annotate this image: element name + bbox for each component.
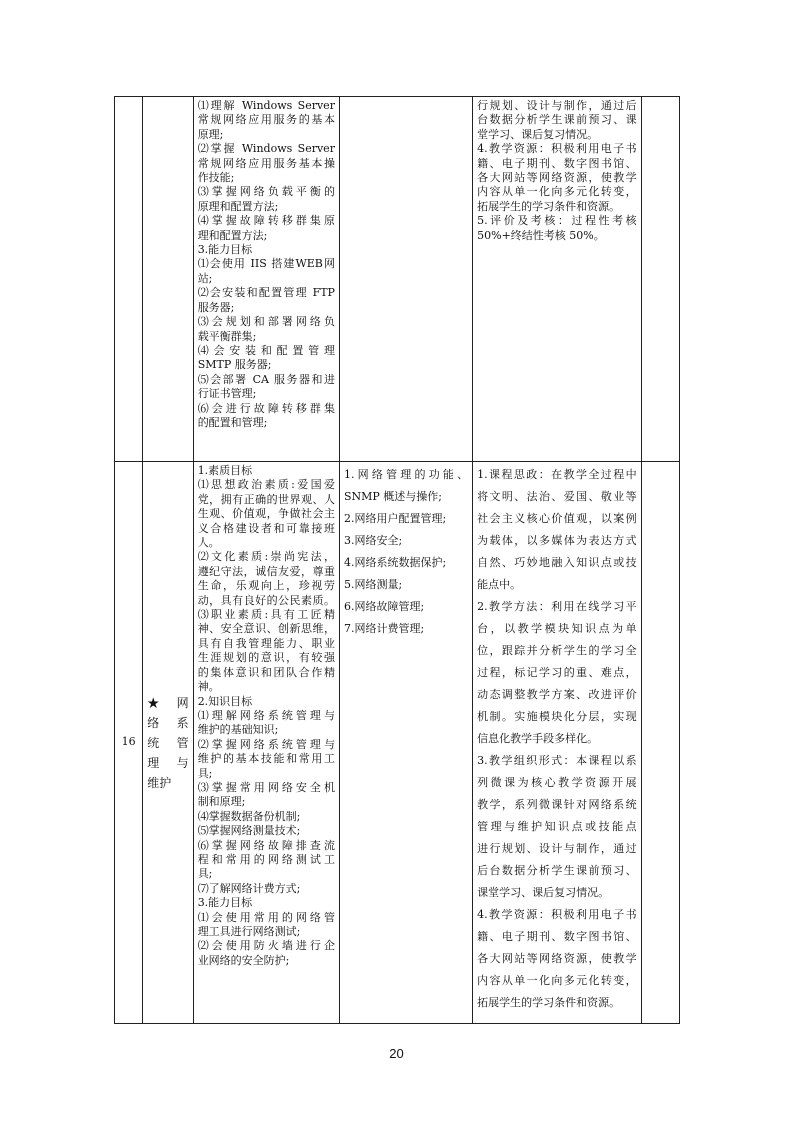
text-line: 5.评价及考核：过程性考核	[477, 214, 637, 228]
text-line: ⑴会使用 IIS 搭建WEB网	[197, 257, 335, 271]
text-line: 行证书管理;	[197, 387, 257, 401]
text-line: 台数据分析学生课前预习、课	[477, 113, 637, 127]
remarks-cell	[641, 462, 679, 1024]
methods-text	[473, 97, 640, 245]
text-line: 业网络的安全防护;	[197, 953, 290, 967]
text-line: 的配置和管理;	[197, 415, 268, 429]
text-line: ⑷掌握故障转移群集原	[197, 214, 335, 228]
text-line: 3.网络安全;	[343, 534, 403, 547]
text-line: ⑵掌握网络系统管理与	[197, 737, 335, 751]
text-line: 党，拥有正确的世界观、人	[197, 492, 335, 506]
text-line: 具;	[197, 766, 213, 780]
text-line: ⑵掌握 Windows Server	[197, 142, 335, 156]
text-line: ⑴思想政治素质:爱国爱	[197, 478, 335, 492]
text-line: ⑴会使用常用的网络管	[197, 910, 335, 924]
text-line: 制和原理;	[197, 795, 246, 809]
text-line: 拓展学生的学习条件和资源。	[477, 199, 621, 213]
text-line: 1.素质目标	[197, 464, 253, 477]
text-line: 维护	[147, 775, 172, 790]
objectives-text	[194, 462, 339, 970]
text-line: 生观、价值观，争做社会主	[197, 507, 335, 521]
text-line: 常规网络应用服务基本操	[197, 156, 335, 170]
content-cell	[339, 462, 472, 1024]
course-name-cell	[143, 97, 193, 462]
content-cell	[339, 97, 472, 462]
text-line: 内容从单一化向多元化转变，	[477, 185, 637, 199]
course-name-cell	[143, 462, 193, 1024]
remarks-cell	[641, 97, 679, 462]
text-line: 维护的基础知识;	[197, 723, 279, 737]
text-line: ⑴理解 Windows Server	[197, 99, 335, 112]
course-name	[143, 693, 192, 793]
text-line: 将文明、法治、爱国、敬业等	[477, 490, 637, 503]
content-text	[340, 462, 472, 642]
text-line: 3.能力目标	[197, 243, 253, 257]
content-text	[340, 97, 472, 101]
row-number: 16	[121, 735, 136, 749]
row-number-cell	[115, 462, 143, 1024]
text-line: 7.网络计费管理;	[343, 622, 425, 635]
text-line: 原理;	[197, 127, 224, 141]
text-line: 原理和配置方法;	[197, 199, 279, 213]
text-line: 作技能;	[197, 171, 235, 185]
row-number-cell	[115, 97, 143, 462]
text-line: ⑵会安装和配置管理 FTP	[197, 286, 335, 300]
text-line: 动，具有良好的公民素质。	[197, 593, 335, 607]
text-line: ⑴理解网络系统管理与	[197, 708, 335, 722]
text-line: 籍、电子期刊、数字图书馆、	[477, 156, 637, 170]
text-line: 社会主义核心价值观，以案例	[477, 512, 637, 525]
text-line: ⑶职业素质:具有工匠精	[197, 608, 335, 622]
text-line: 神。	[197, 680, 220, 694]
objectives-cell	[193, 462, 339, 1024]
methods-cell	[473, 97, 641, 462]
text-line: 内容从单一化向多元化转变，	[477, 974, 637, 987]
text-line: ⑷掌握数据备份机制;	[197, 809, 301, 823]
text-line: 1.课程思政：在教学全过程中	[477, 468, 637, 481]
text-line: 理工具进行网络测试;	[197, 925, 301, 938]
text-line: 站;	[197, 271, 213, 285]
text-line: 台，以教学模块知识点为单	[477, 622, 637, 635]
page-number: 20	[389, 1046, 404, 1061]
text-line: 为载体，以多媒体为表达方式	[477, 534, 637, 547]
text-line: 3.教学组织形式：本课程以系	[477, 754, 637, 767]
text-line: 后台数据分析学生课前预习、	[477, 864, 637, 877]
text-line: 1.网络管理的功能、	[343, 468, 469, 481]
text-line: 5.网络测量;	[343, 578, 403, 591]
text-line: 自然、巧妙地融入知识点或技	[477, 556, 637, 569]
text-line: 2.知识目标	[197, 694, 253, 708]
text-line: 籍、电子期刊、数字图书馆、	[477, 930, 637, 943]
text-line: ⑵文化素质:崇尚宪法，	[197, 550, 335, 564]
text-line: ⑸会部署 CA 服务器和进	[197, 372, 335, 386]
text-line: 义合格建设者和可靠接班	[197, 521, 335, 535]
text-line: 统 管	[147, 735, 189, 750]
table-row	[115, 462, 680, 1024]
text-line: ⑶掌握网络负载平衡的	[197, 185, 335, 199]
text-line: 络 系	[147, 715, 189, 730]
course-table	[114, 96, 680, 1024]
text-line: 4.教学资源：积极利用电子书	[477, 142, 637, 156]
text-line: 3.能力目标	[197, 896, 253, 910]
text-line: ⑶会规划和部署网络负	[197, 315, 335, 329]
text-line: 信息化教学手段多样化。	[477, 732, 599, 745]
text-line: SNMP 概述与操作;	[343, 490, 442, 503]
text-line: 的集体意识和团队合作精	[197, 665, 335, 679]
text-line: 堂学习、课后复习情况。	[477, 127, 599, 141]
text-line: 6.网络故障管理;	[343, 600, 425, 613]
text-line: 4.网络系统数据保护;	[343, 556, 447, 569]
text-line: ⑸掌握网络测量技术;	[197, 824, 301, 838]
text-line: ★ 网	[147, 695, 189, 710]
text-line: 教学，系列微课针对网络系统	[477, 798, 637, 811]
text-line: 理和配置方法;	[197, 228, 268, 242]
text-line: 2.教学方法：利用在线学习平	[477, 600, 637, 613]
objectives-text	[194, 97, 339, 432]
methods-text	[473, 462, 640, 1016]
text-line: 动态调整教学方案、改进评价	[477, 688, 637, 701]
text-line: ⑶掌握常用网络安全机	[197, 780, 335, 794]
text-line: 具有自我管理能力、职业	[197, 636, 335, 650]
text-line: 常规网络应用服务的基本	[197, 113, 335, 127]
text-line: 50%+终结性考核 50%。	[477, 228, 605, 242]
text-line: ⑹会进行故障转移群集	[197, 401, 335, 415]
text-line: SMTP 服务器;	[197, 358, 272, 372]
text-line: 能点中。	[477, 578, 522, 591]
text-line: 服务器;	[197, 300, 235, 314]
text-line: 过程，标记学习的重、难点，	[477, 666, 637, 679]
text-line: ⑹掌握网络故障排查流	[197, 838, 335, 852]
text-line: 进行规划、设计与制作，通过	[477, 842, 637, 855]
text-line: ⑵会使用防火墙进行企	[197, 939, 335, 953]
text-line: 具;	[197, 867, 213, 881]
text-line: ⑺了解网络计费方式;	[197, 881, 301, 895]
text-line: 位，跟踪并分析学生的学习全	[477, 644, 637, 657]
text-line: 行规划、设计与制作，通过后	[477, 99, 637, 112]
text-line: 神、安全意识、创新思维，	[197, 622, 335, 636]
text-line: 各大网站等网络资源，使教学	[477, 952, 637, 965]
text-line: 生涯规划的意识，有较强	[197, 651, 335, 665]
text-line: 拓展学生的学习条件和资源。	[477, 996, 621, 1009]
methods-cell	[473, 462, 641, 1024]
text-line: 遵纪守法，诚信友爱，尊重	[197, 564, 335, 578]
text-line: 载平衡群集;	[197, 329, 257, 343]
text-line: ⑷ 会 安 装 和 配 置 管 理	[197, 343, 335, 357]
text-line: 程和常用的网络测试工	[197, 852, 335, 866]
text-line: 生命，乐观向上，珍视劳	[197, 579, 335, 593]
objectives-cell	[193, 97, 339, 462]
text-line: 机制。实施模块化分层，实现	[477, 710, 637, 723]
text-line: 各大网站等网络资源，使教学	[477, 171, 637, 185]
text-line: 课堂学习、课后复习情况。	[477, 886, 610, 899]
text-line: 人。	[197, 536, 220, 550]
table-row	[115, 97, 680, 462]
text-line: 维护的基本技能和常用工	[197, 752, 335, 766]
text-line: 列微课为核心教学资源开展	[477, 776, 637, 789]
text-line: 理 与	[147, 755, 189, 770]
text-line: 4.教学资源：积极利用电子书	[477, 908, 637, 921]
text-line: 管理与维护知识点或技能点	[477, 820, 637, 833]
text-line: 2.网络用户配置管理;	[343, 512, 447, 525]
